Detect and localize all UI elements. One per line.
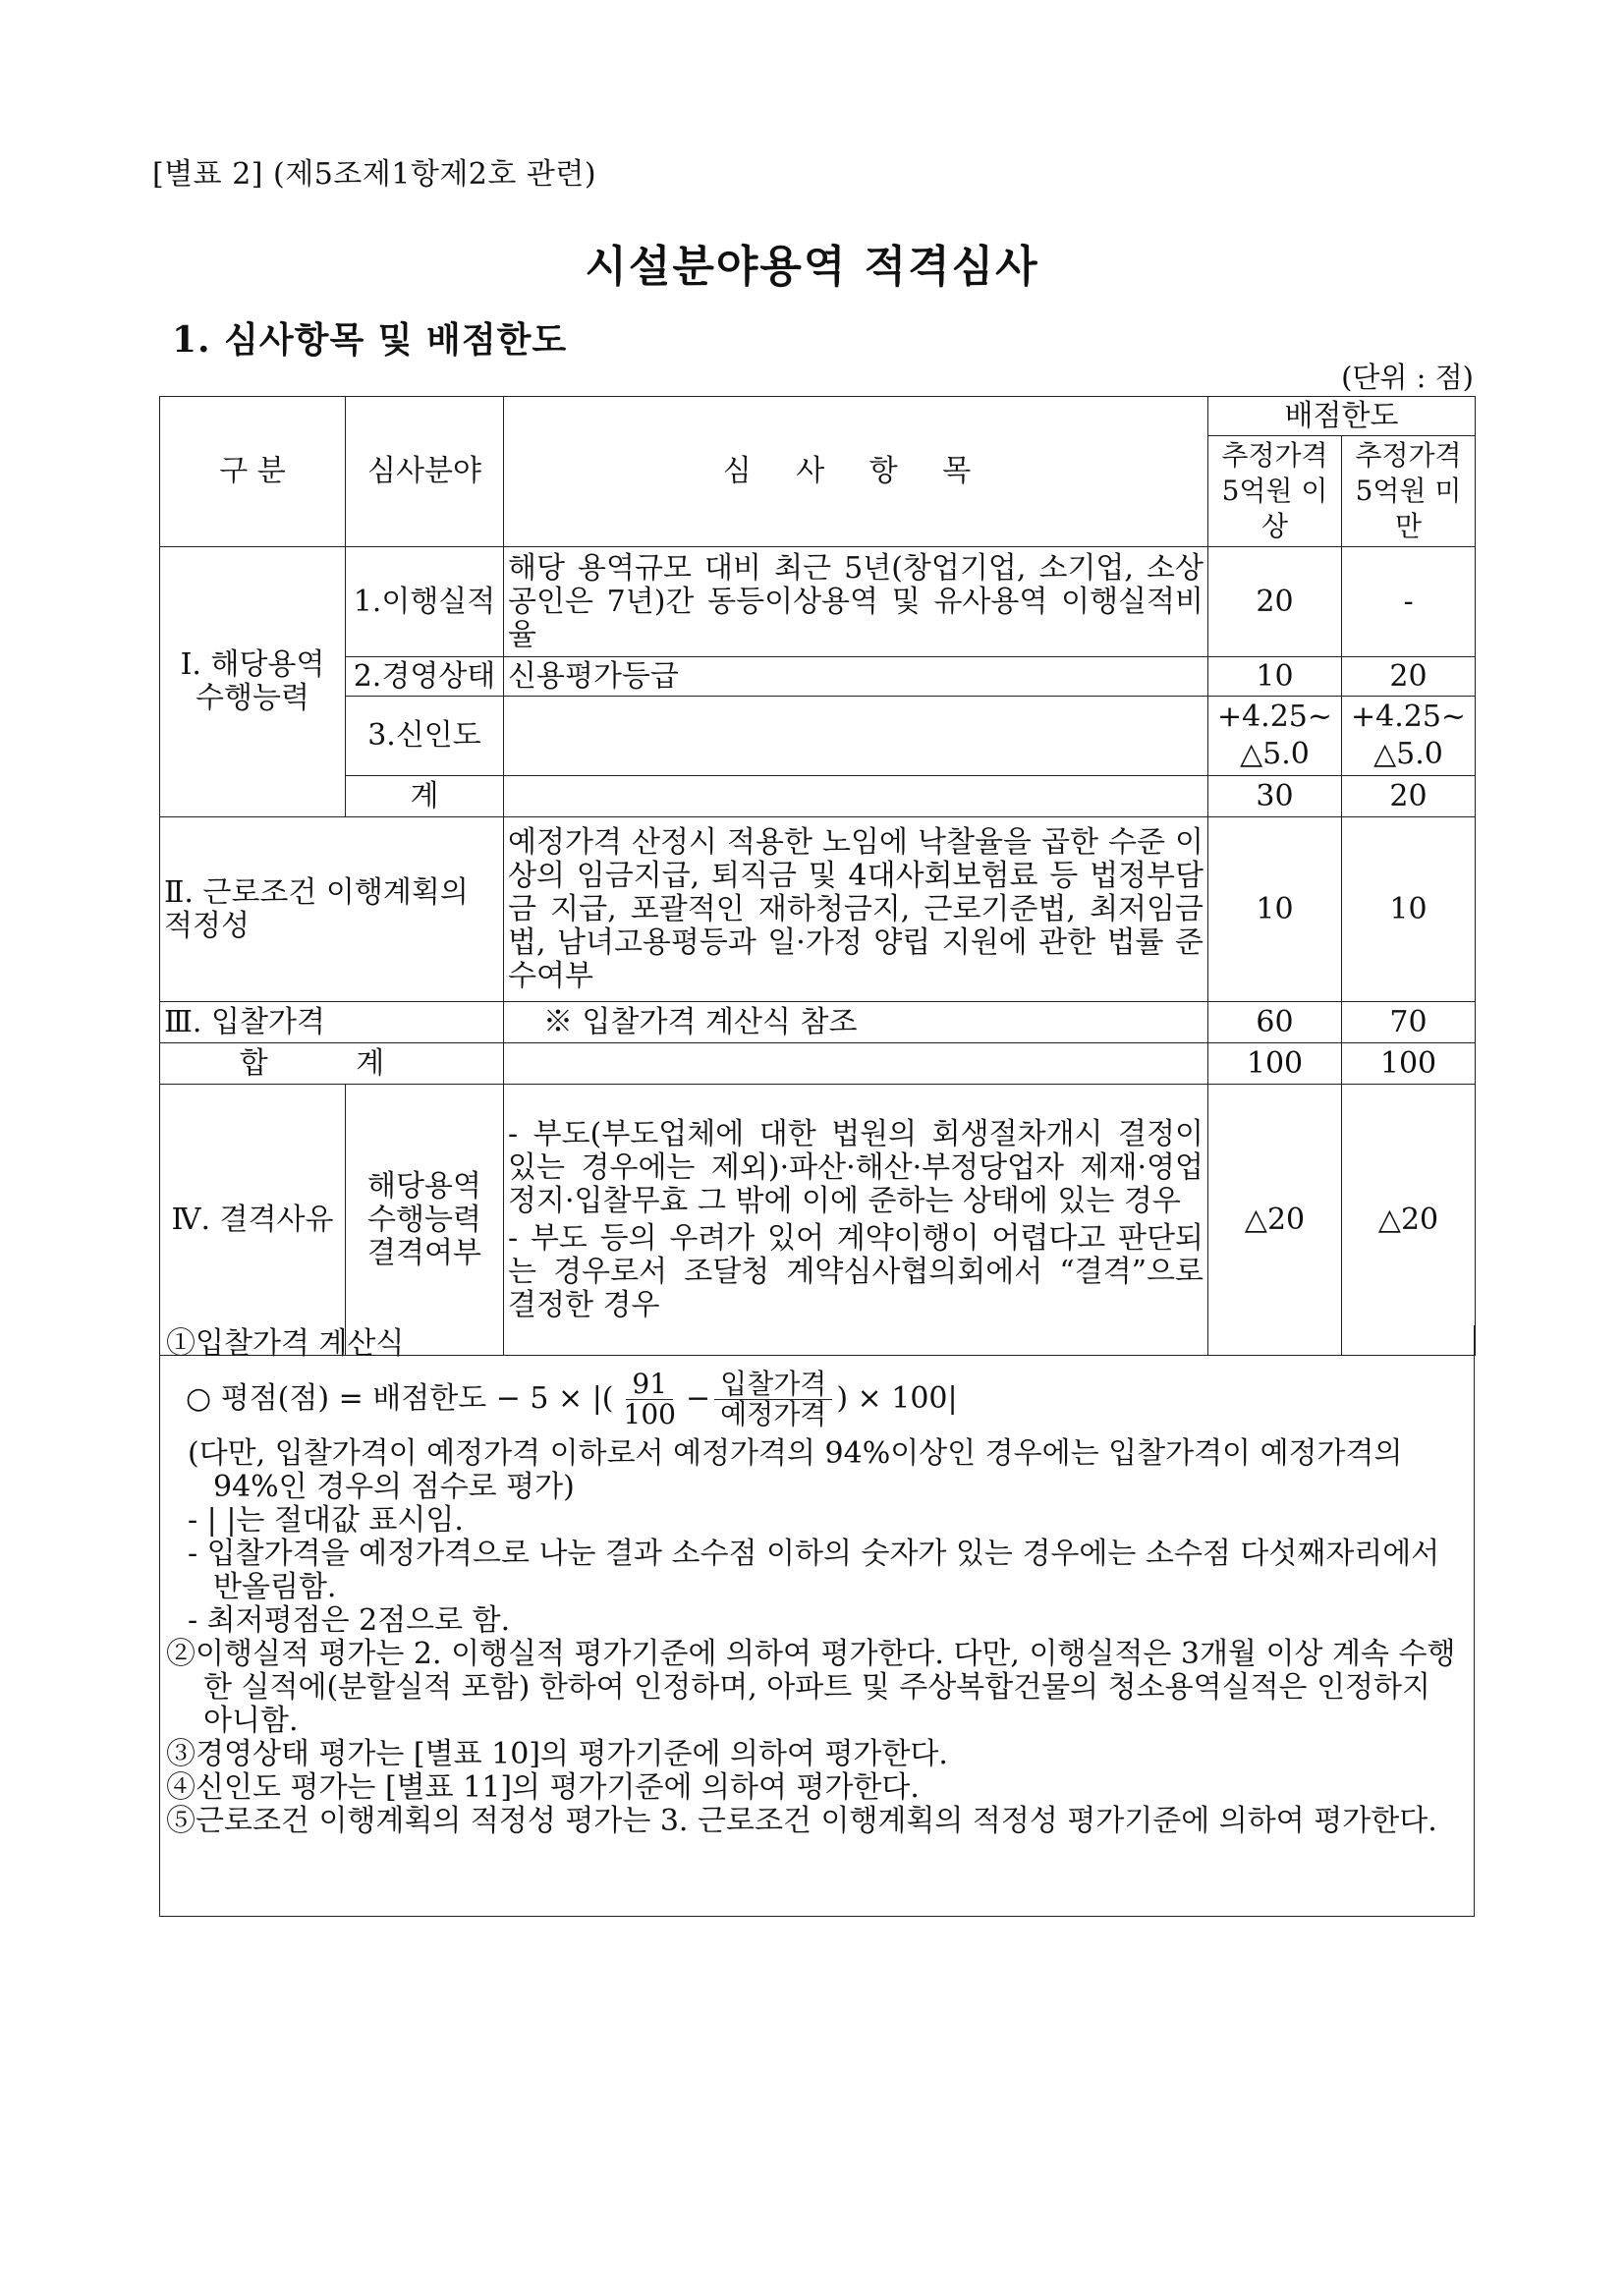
annex-header: [별표 2] (제5조제1항제2호 관련) [152, 157, 597, 192]
header-gubun: 구 분 [160, 397, 346, 547]
disqualification-item-2: - 부도 등의 우려가 있어 계약이행이 어렵다고 판단되는 경우로서 조달청 계약심사협의회에서 “결격”으로 결정한 경우 [508, 1220, 1204, 1322]
score-performance-under: - [1342, 547, 1476, 657]
item-disqualification [504, 1085, 1208, 1356]
formula-numerator-1: 91 [626, 1370, 673, 1400]
formula-denominator-2: 예정가격 [720, 1397, 827, 1430]
group-2-label: Ⅱ. 근로조건 이행계획의 적정성 [160, 817, 504, 1002]
total-under: 100 [1342, 1043, 1476, 1085]
score-labor-over: 10 [1208, 817, 1342, 1002]
item-labor-conditions: 예정가격 산정시 적용한 노임에 낙찰율을 곱한 수준 이상의 임금지급, 퇴직금 및 4대사회보험료 등 법정부담금 지급, 포괄적인 재하청금지, 근로기준법, 최저임금법, 남녀고용평등과 일·가정 양립 지원에 관한 법률 준수여부 [504, 817, 1208, 1002]
note-4: ④신인도 평가는 [별표 11]의 평가기준에 의하여 평가한다. [166, 1770, 920, 1805]
total-over: 100 [1208, 1043, 1342, 1085]
formula-numerator-2: 입찰가격 [714, 1370, 832, 1400]
note-2: ②이행실적 평가는 2. 이행실적 평가기준에 의하여 평가한다. 다만, 이행실적은 3개월 이상 계속 수행한 실적에(분할실적 포함) 한하여 인정하며, 아파트 및 주상복합건물의 청소용역실적은 인정하지 아니함. [166, 1637, 1456, 1738]
scoring-table [159, 396, 1476, 1356]
formula-fraction-2 [714, 1367, 832, 1430]
field-management: 2.경영상태 [346, 657, 504, 697]
group-1-label: Ⅰ. 해당용역 수행능력 [160, 547, 346, 817]
field-disqualification: 해당용역 수행능력 결격여부 [346, 1085, 504, 1356]
header-over-500m: 추정가격 5억원 이상 [1208, 436, 1342, 547]
score-performance-over: 20 [1208, 547, 1342, 657]
score-labor-under: 10 [1342, 817, 1476, 1002]
field-performance: 1.이행실적 [346, 547, 504, 657]
header-limit: 배점한도 [1208, 397, 1476, 436]
group-4-label: Ⅳ. 결격사유 [160, 1085, 346, 1356]
notes-box [159, 1325, 1475, 1917]
header-items: 심 사 항 목 [504, 397, 1208, 547]
group-1-subtotal-item [504, 776, 1208, 817]
score-credibility-over: +4.25~ △5.0 [1208, 697, 1342, 776]
note-5: ⑤근로조건 이행계획의 적정성 평가는 3. 근로조건 이행계획의 적정성 평가기준에 의하여 평가한다. [166, 1804, 1437, 1838]
note-1-abs: - | |는 절대값 표시임. [188, 1503, 464, 1538]
score-bid-over: 60 [1208, 1002, 1342, 1043]
disqualification-item-1: - 부도(부도업체에 대한 법원의 회생절차개시 결정이 있는 경우에는 제외)·파산·해산·부정당업자 제재·영업정지·입찰무효 그 밖에 이에 준하는 상태에 있는 경우 [508, 1116, 1204, 1218]
page-title: 시설분야용역 적격심사 [585, 242, 1039, 292]
score-management-under: 20 [1342, 657, 1476, 697]
note-3: ③경영상태 평가는 [별표 10]의 평가기준에 의하여 평가한다. [166, 1737, 948, 1771]
total-item [504, 1043, 1208, 1085]
formula-lead: ○ 평점(점) = 배점한도 − 5 × |( [186, 1381, 614, 1416]
unit-note: (단위 : 점) [1341, 361, 1474, 394]
score-credibility-under: +4.25~ △5.0 [1342, 697, 1476, 776]
field-credibility: 3.신인도 [346, 697, 504, 776]
item-performance: 해당 용역규모 대비 최근 5년(창업기업, 소기업, 소상공인은 7년)간 동등이상용역 및 유사용역 이행실적비율 [504, 547, 1208, 657]
bid-price-formula [166, 1361, 1468, 1437]
note-1-rounding: - 입찰가격을 예정가격으로 나눈 결과 소수점 이하의 숫자가 있는 경우에는 소수점 다섯째자리에서 반올림함. [188, 1537, 1440, 1604]
group-1-subtotal-under: 20 [1342, 776, 1476, 817]
formula-minus: − [685, 1381, 711, 1416]
score-disqualification-under: △20 [1342, 1085, 1476, 1356]
note-1-minimum: - 최저평점은 2점으로 함. [188, 1603, 511, 1638]
total-label: 합 계 [160, 1043, 504, 1085]
header-field: 심사분야 [346, 397, 504, 547]
group-1-subtotal-over: 30 [1208, 776, 1342, 817]
formula-fraction-1 [618, 1367, 682, 1430]
header-under-500m: 추정가격 5억원 미만 [1342, 436, 1476, 547]
item-management: 신용평가등급 [504, 657, 1208, 697]
group-3-label: Ⅲ. 입찰가격 [160, 1002, 504, 1043]
score-management-over: 10 [1208, 657, 1342, 697]
score-bid-under: 70 [1342, 1002, 1476, 1043]
item-bid-price: ※ 입찰가격 계산식 참조 [504, 1002, 1208, 1043]
formula-denominator-1: 100 [623, 1397, 676, 1430]
note-1-proviso: (다만, 입찰가격이 예정가격 이하로서 예정가격의 94%이상인 경우에는 입찰가격이 예정가격의 94%인 경우의 점수로 평가) [188, 1436, 1403, 1504]
score-disqualification-over: △20 [1208, 1085, 1342, 1356]
item-credibility [504, 697, 1208, 776]
section-heading: 1. 심사항목 및 배점한도 [172, 319, 568, 361]
note-1-title: ①입찰가격 계산식 [166, 1326, 405, 1361]
formula-tail: ) × 100| [836, 1381, 958, 1416]
group-1-subtotal-label: 계 [346, 776, 504, 817]
